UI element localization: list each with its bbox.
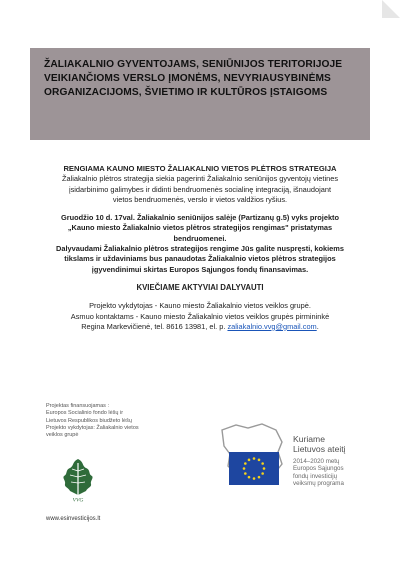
main-content <box>30 164 370 332</box>
intro-line: Žaliakalnio plėtros strategija siekia pagerinti Žaliakalnio seniūnijos gyventojų vietines <box>61 174 339 184</box>
contact-suffix: . <box>316 321 319 331</box>
intro-line: įsidarbinimo galimybes ir didinti bendruomenės socialinę integraciją, išnaudojant <box>68 184 332 194</box>
funding-line: Projekto vykdytojas: Žaliakalnio vietos <box>46 424 139 431</box>
website-link[interactable]: www.esinvesticijos.lt <box>46 516 101 522</box>
eu-star <box>263 467 266 470</box>
participate-line: įgyvendinimui skirtas Europos Sąjungos fondų finansavimas. <box>91 264 309 274</box>
email-link[interactable]: zaliakalnio.vvg@gmail.com <box>227 321 317 331</box>
ka-title-line: Kuriame <box>293 434 325 444</box>
eu-star <box>248 459 251 462</box>
funding-line: veiklos grupė <box>46 432 79 439</box>
project-executor: Projekto vykdytojas - Kauno miesto Žaliakalnio vietos veiklos grupė. <box>89 301 311 311</box>
eu-star <box>261 462 264 465</box>
eu-star <box>258 459 261 462</box>
eu-star <box>248 476 251 479</box>
ka-sub-line: Europos Sąjungos <box>293 465 344 473</box>
eu-flag-icon <box>229 452 279 485</box>
spacer <box>30 275 370 283</box>
contact-person: Asmuo kontaktams - Kauno miesto Žaliakalnio vietos veiklos grupės pirmininkė <box>70 311 330 321</box>
header-banner <box>30 48 370 140</box>
participate-line: Dalyvaudami Žaliakalnio plėtros strategijos rengime Jūs galite nuspręsti, kokiems <box>56 244 344 254</box>
event-line: bendruomenei. <box>173 233 227 243</box>
funding-line: Lietuvos Respublikos biudžeto lėšų <box>46 417 132 424</box>
call-to-action: KVIEČIAME AKTYVIAI DALYVAUTI <box>136 282 264 292</box>
vvg-logo-text: VVG <box>72 497 84 503</box>
header-title: ŽALIAKALNIO GYVENTOJAMS, SENIŪNIJOS TERITORIJOJE VEIKIANČIOMS VERSLO ĮMONĖMS, NEVYRIAUSYBINĖMS ORGANIZACIJOMS, ŠVIETIMO IR KULTŪROS ĮSTAIGOMS <box>44 59 343 98</box>
eu-star <box>261 472 264 475</box>
eu-star <box>244 472 247 475</box>
contact-prefix: Regina Markevičienė, tel. 8616 13981, el. p. <box>81 321 228 331</box>
event-line: „Kauno miesto Žaliakalnio vietos plėtros strategijos rengimas" pristatymas <box>67 223 333 233</box>
event-line: Gruodžio 10 d. 17val. Žaliakalnio seniūnijos salėje (Partizanų g.5) vyks projekto <box>60 213 340 223</box>
spacer <box>30 293 370 301</box>
eu-star <box>258 476 261 479</box>
eu-star <box>253 477 256 480</box>
strategy-subtitle: RENGIAMA KAUNO MIESTO ŽALIAKALNIO VIETOS PLĖTROS STRATEGIJA <box>63 164 337 173</box>
spacer <box>30 205 370 213</box>
intro-line: vietos bendruomenės, verslo ir vietos valdžios ryšius. <box>112 194 288 204</box>
ka-sub-line: fondų investicijų <box>293 472 338 480</box>
contact-details <box>30 322 370 332</box>
page-corner-fold <box>382 0 400 18</box>
funding-line: Europos Socialinio fondo lėšų ir <box>46 410 124 417</box>
eu-star <box>243 467 246 470</box>
ka-sub-line: veiksmų programa <box>293 480 344 488</box>
participate-line: tikslams ir uždaviniams bus panaudotas Žaliakalnio vietos plėtros strategijos <box>64 254 336 264</box>
vvg-oak-leaf-logo <box>60 457 96 503</box>
ka-sub-line: 2014–2020 metų <box>293 458 340 465</box>
ka-title-line: Lietuvos ateitį <box>293 444 346 454</box>
kuriame-ateiti-branding <box>293 434 383 488</box>
funding-line: Projektas finansuojamas : <box>46 403 109 409</box>
eu-star <box>244 462 247 465</box>
eu-star <box>253 457 256 460</box>
funding-info <box>46 403 166 439</box>
